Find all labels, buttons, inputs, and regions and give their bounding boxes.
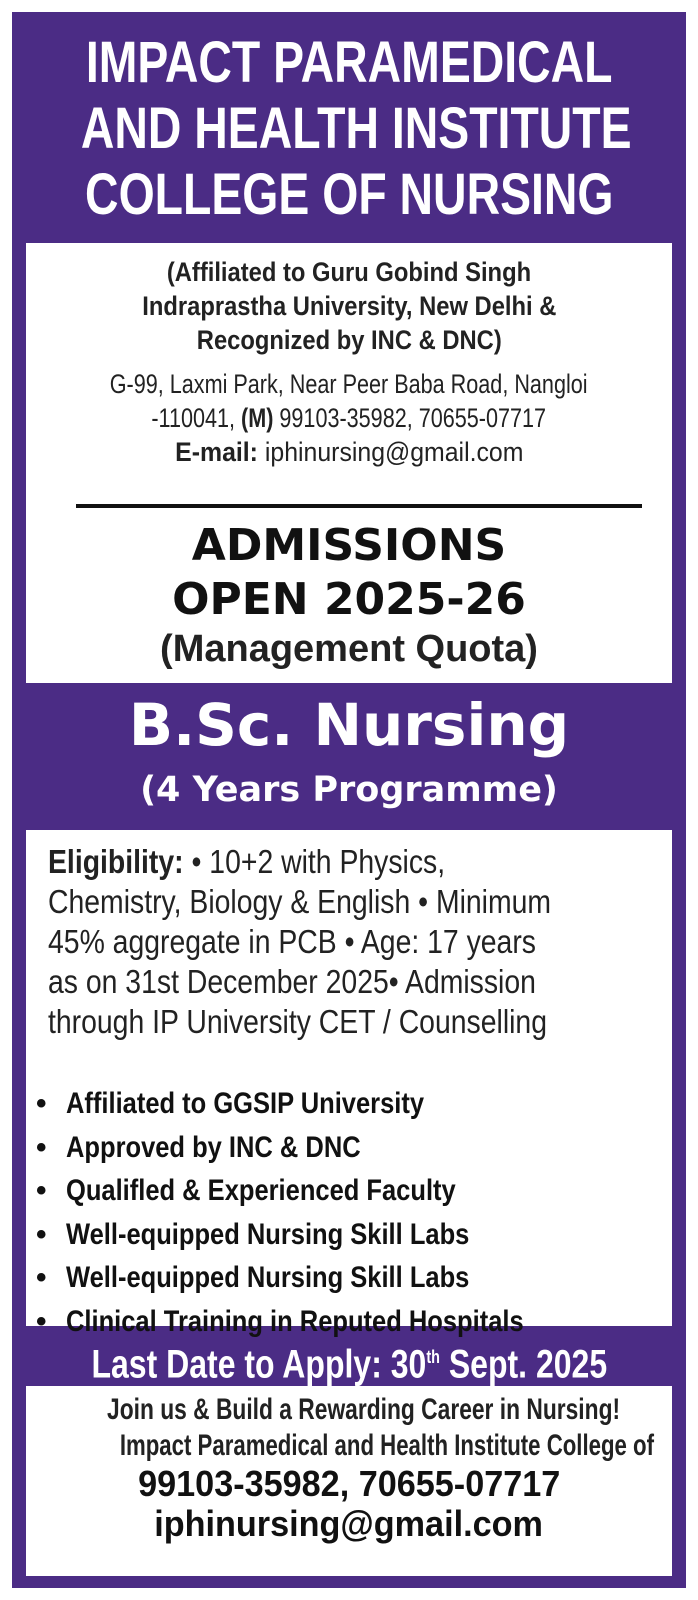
email-address: iphinursing@gmail.com [257,437,524,467]
admissions-line-2: OPEN 2025-26 [172,574,526,625]
bullet-icon: • [36,1130,47,1164]
affiliation-line-1: (Affiliated to Guru Gobind Singh [166,257,532,287]
list-item: • Clinical Training in Reputed Hospitals [36,1300,604,1344]
address-phones: 99103-35982, 70655-07717 [273,403,547,433]
affiliation-block [26,255,672,357]
institute-name-line-1: IMPACT PARAMEDICAL [85,30,613,95]
admissions-block [26,519,672,671]
footer-text [26,1392,672,1544]
list-item: • Well-equipped Nursing Skill Labs [36,1256,604,1300]
divider [76,504,642,508]
email-line [175,435,523,469]
list-item: • Approved by INC & DNC [36,1126,604,1170]
affiliation-line-2: Indraprastha University, New Delhi & [141,291,557,321]
last-date-suffix: Sept. 2025 [439,1342,607,1387]
mobile-label: (M) [241,403,274,433]
list-item: • Qualifled & Experienced Faculty [36,1169,604,1213]
bullet-icon: • [36,1087,47,1120]
bullet-icon: • [36,1304,47,1338]
eligibility-line-1: • 10+2 with Physics, [183,843,446,880]
list-item: • Well-equipped Nursing Skill Labs [36,1213,604,1257]
address-block [26,367,672,469]
email-label: E-mail: [174,437,258,467]
eligibility-line-3: 45% aggregate in PCB • Age: 17 years [48,923,536,960]
bullet-icon: • [36,1217,47,1251]
institute-name [12,30,686,228]
affiliation-line-3: Recognized by INC & DNC) [196,325,502,355]
eligibility-line-4: as on 31st December 2025• Admission [48,963,536,1000]
footer-panel [26,1386,672,1576]
eligibility-line-5: through IP University CET / Counselling [48,1003,548,1040]
address-line-2 [152,401,547,435]
last-date-ordinal: th [426,1347,440,1367]
address-postcode: -110041, [151,403,242,433]
course-name: B.Sc. Nursing [128,691,570,759]
last-date-prefix: Last Date to Apply: 30 [91,1342,427,1387]
bullet-icon: • [36,1261,47,1295]
admissions-line-1: ADMISSIONS [191,520,507,571]
eligibility-label: Eligibility: [48,843,184,880]
footer-phones: 99103-35982, 70655-07717 [137,1463,561,1504]
list-item: • Affiliated to GGSIP University [36,1082,604,1126]
bullet-icon: • [36,1174,47,1208]
footer-email: iphinursing@gmail.com [154,1503,544,1544]
institute-name-line-2: AND HEALTH INSTITUTE [80,96,632,161]
management-quota: (Management Quota) [160,628,538,670]
features-list [36,1082,604,1344]
advertisement-frame [12,12,686,1588]
footer-tagline: Join us & Build a Rewarding Career in Nursing! [107,1393,621,1426]
institute-name-line-3: COLLEGE OF NURSING [84,162,614,227]
footer-institute: Impact Paramedical and Health Institute College of [119,1429,655,1462]
course-duration: (4 Years Programme) [140,770,558,810]
eligibility-line-2: Chemistry, Biology & English • Minimum [48,883,552,920]
eligibility-text [48,842,668,1042]
last-date [12,1328,686,1393]
info-panel [26,243,672,683]
address-line-1: G-99, Laxmi Park, Near Peer Baba Road, Nangloi [110,369,588,399]
